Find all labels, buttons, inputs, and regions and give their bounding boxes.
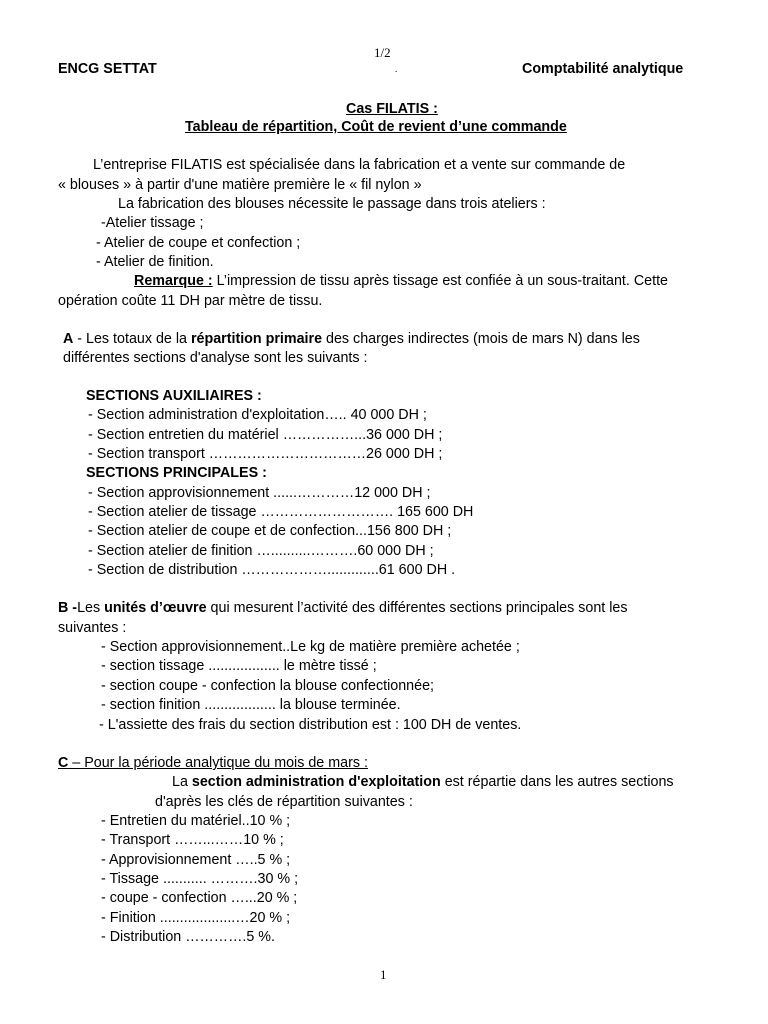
work-unit-item: - section tissage .................. le mètre tissé ; bbox=[101, 658, 377, 674]
section-c-text-2: est répartie dans les autres sections bbox=[440, 774, 674, 790]
work-unit-item: - section coupe - confection la blouse confectionnée; bbox=[101, 678, 435, 694]
section-b-line-2: suivantes : bbox=[58, 620, 127, 636]
section-c-text: La bbox=[172, 774, 192, 790]
main-section-item: - Section de distribution ……………….............61 600 DH . bbox=[88, 562, 456, 578]
aux-section-item: - Section entretien du matériel ……………...36 000 DH ; bbox=[88, 427, 443, 443]
work-unit-item: - section finition .................. la blouse terminée. bbox=[101, 697, 401, 713]
section-c-heading bbox=[58, 755, 368, 771]
section-a-text-2: des charges indirectes (mois de mars N) dans les bbox=[322, 331, 640, 347]
case-title: Cas FILATIS : bbox=[346, 101, 438, 117]
main-section-item: - Section approvisionnement ......…………12 000 DH ; bbox=[88, 485, 431, 501]
allocation-key-item: - Finition ...................…20 % ; bbox=[101, 910, 291, 926]
section-a-letter: A bbox=[63, 331, 74, 347]
section-c-title: – Pour la période analytique du mois de mars : bbox=[68, 755, 368, 771]
section-b-bold: unités d’œuvre bbox=[104, 600, 207, 616]
atelier-item: -Atelier tissage ; bbox=[101, 215, 204, 231]
intro-line-3: La fabrication des blouses nécessite le passage dans trois ateliers : bbox=[118, 196, 546, 212]
section-b-text: Les bbox=[77, 600, 105, 616]
allocation-key-item: - coupe - confection …...20 % ; bbox=[101, 890, 298, 906]
aux-section-item: - Section transport ……………………………26 000 DH ; bbox=[88, 446, 443, 462]
section-c-line-2: d'après les clés de répartition suivantes : bbox=[155, 794, 413, 810]
section-a-text: - Les totaux de la bbox=[73, 331, 191, 347]
section-a-bold: répartition primaire bbox=[190, 331, 323, 347]
atelier-item: - Atelier de finition. bbox=[96, 254, 214, 270]
section-a-heading bbox=[63, 331, 640, 347]
remarque-text: L’impression de tissu après tissage est confiée à un sous-traitant. Cette bbox=[212, 273, 669, 289]
header-course: Comptabilité analytique bbox=[522, 61, 684, 77]
remarque-label: Remarque : bbox=[134, 273, 213, 289]
intro-line-1: L’entreprise FILATIS est spécialisée dans la fabrication et a vente sur commande de bbox=[93, 157, 626, 173]
section-b-text-2: qui mesurent l’activité des différentes sections principales sont les bbox=[206, 600, 628, 616]
work-unit-item: - L'assiette des frais du section distribution est : 100 DH de ventes. bbox=[99, 717, 522, 733]
main-section-item: - Section atelier de tissage ………………………. 165 600 DH bbox=[88, 504, 474, 520]
section-c-letter: C bbox=[58, 755, 69, 771]
remarque-line-2: opération coûte 11 DH par mètre de tissu. bbox=[58, 293, 323, 309]
intro-line-2: « blouses » à partir d'une matière première le « fil nylon » bbox=[58, 177, 422, 193]
header-school: ENCG SETTAT bbox=[58, 61, 157, 77]
remarque-line bbox=[134, 273, 668, 289]
allocation-key-item: - Tissage ........... ……….30 % ; bbox=[101, 871, 299, 887]
allocation-key-item: - Approvisionnement …..5 % ; bbox=[101, 852, 291, 868]
aux-sections-heading: SECTIONS AUXILIAIRES : bbox=[86, 388, 262, 404]
work-unit-item: - Section approvisionnement..Le kg de matière première achetée ; bbox=[101, 639, 520, 655]
main-section-item: - Section atelier de coupe et de confection...156 800 DH ; bbox=[88, 523, 452, 539]
main-sections-heading: SECTIONS PRINCIPALES : bbox=[86, 465, 267, 481]
atelier-item: - Atelier de coupe et confection ; bbox=[96, 235, 301, 251]
section-c-bold: section administration d'exploitation bbox=[191, 774, 441, 790]
allocation-key-item: - Distribution ………….5 %. bbox=[101, 929, 275, 945]
section-c-line-1 bbox=[172, 774, 674, 790]
document-title: Tableau de répartition, Coût de revient d’une commande bbox=[185, 119, 567, 135]
allocation-key-item: - Transport ……...……10 % ; bbox=[101, 832, 284, 848]
section-b-heading bbox=[58, 600, 628, 616]
section-b-letter: B - bbox=[58, 600, 78, 616]
aux-section-item: - Section administration d'exploitation….. 40 000 DH ; bbox=[88, 407, 427, 423]
page-number-bottom: 1 bbox=[380, 967, 387, 982]
main-section-item: - Section atelier de finition …..........……….60 000 DH ; bbox=[88, 543, 434, 559]
header-mark: . bbox=[395, 64, 398, 74]
page-number-top: 1/2 bbox=[374, 45, 391, 60]
allocation-key-item: - Entretien du matériel..10 % ; bbox=[101, 813, 291, 829]
section-a-line-2: différentes sections d'analyse sont les suivants : bbox=[63, 350, 368, 366]
